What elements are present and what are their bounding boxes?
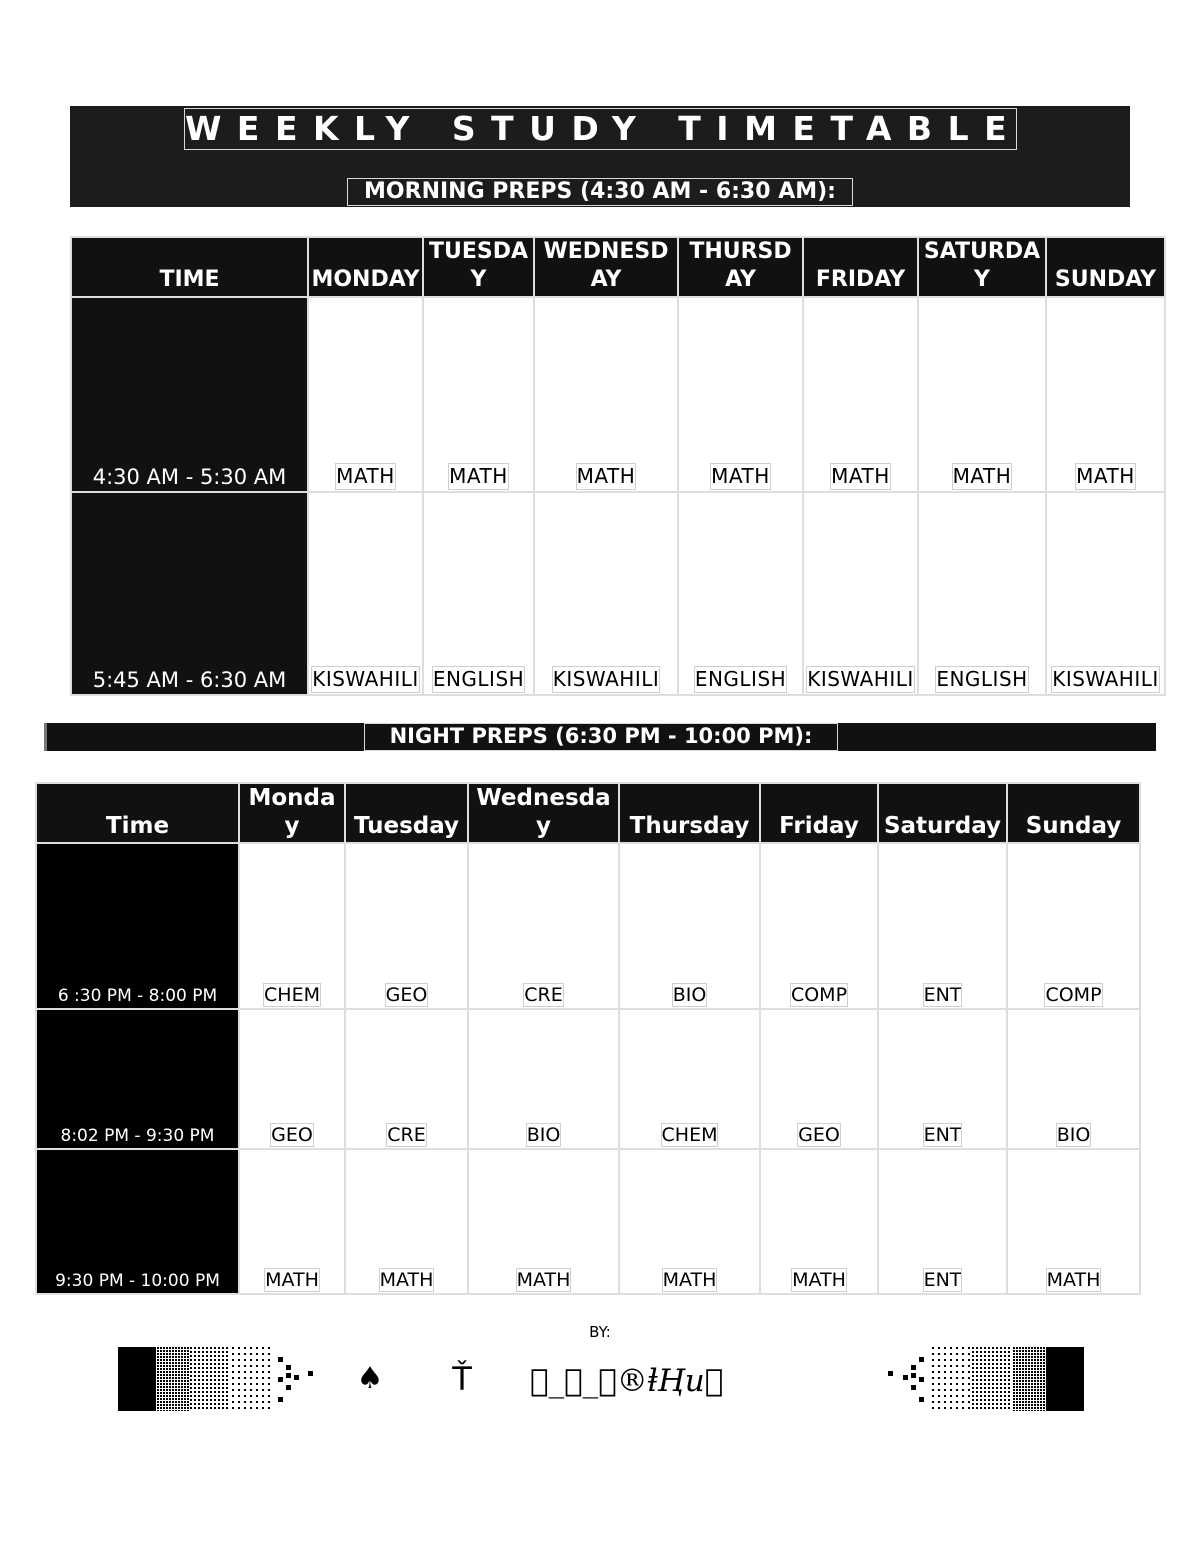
subject-cell — [239, 1009, 345, 1149]
subject-cell — [619, 843, 760, 1009]
time-slot-label: 4:30 AM - 5:30 AM — [92, 465, 287, 489]
day-header-friday: FRIDAY — [803, 237, 918, 297]
subject-label: MATH — [1076, 464, 1135, 488]
subject-label: CRE — [524, 984, 563, 1006]
time-slot-label: 6 :30 PM - 8:00 PM — [57, 986, 218, 1006]
subject-cell — [468, 1149, 619, 1294]
page-title: WEEKLY STUDY TIMETABLE — [185, 109, 1023, 148]
time-slot — [71, 297, 308, 492]
subject-cell — [760, 1149, 878, 1294]
subject-cell — [1007, 1149, 1140, 1294]
table-row — [36, 843, 1140, 1009]
day-header-thursday: THURSDAY — [678, 237, 803, 297]
subject-label: ENGLISH — [936, 667, 1028, 691]
subject-label: MATH — [831, 464, 890, 488]
subject-label: MATH — [336, 464, 395, 488]
subject-cell — [678, 297, 803, 492]
day-header-saturday: SATURDAY — [918, 237, 1046, 297]
time-column-header: Time — [36, 783, 239, 843]
subject-cell — [345, 1149, 468, 1294]
subject-label: MATH — [449, 464, 508, 488]
subject-cell — [534, 297, 678, 492]
subject-cell — [345, 1009, 468, 1149]
subject-label: MATH — [711, 464, 770, 488]
time-slot — [36, 1149, 239, 1294]
subject-cell — [619, 1009, 760, 1149]
subject-cell — [878, 843, 1007, 1009]
subject-cell — [239, 1149, 345, 1294]
subject-label: CHEM — [264, 984, 320, 1006]
subject-cell — [803, 492, 918, 695]
subject-label: ENT — [923, 1124, 962, 1146]
subject-label: MATH — [379, 1269, 434, 1291]
t-caron-glyph: Ť — [452, 1360, 472, 1398]
subject-cell — [878, 1009, 1007, 1149]
day-header-tuesday: TUESDAY — [423, 237, 534, 297]
subject-cell — [678, 492, 803, 695]
subject-cell — [423, 492, 534, 695]
day-header-friday: Friday — [760, 783, 878, 843]
day-header-thursday: Thursday — [619, 783, 760, 843]
time-column-header: TIME — [71, 237, 308, 297]
subject-cell — [308, 297, 423, 492]
subject-label: MATH — [1046, 1269, 1101, 1291]
subject-cell — [1046, 297, 1165, 492]
subject-label: KISWAHILI — [552, 667, 660, 691]
table-row — [36, 1009, 1140, 1149]
subject-label: COMP — [1045, 984, 1102, 1006]
subject-label: COMP — [790, 984, 848, 1006]
subject-label: ENT — [923, 1269, 962, 1291]
subject-cell — [345, 843, 468, 1009]
subject-label: MATH — [952, 464, 1012, 488]
by-label: BY: — [589, 1323, 611, 1341]
subject-label: MATH — [576, 464, 636, 488]
subject-cell — [239, 843, 345, 1009]
subject-label: MATH — [516, 1269, 571, 1291]
time-slot — [36, 1009, 239, 1149]
subject-cell — [878, 1149, 1007, 1294]
subject-label: KISWAHILI — [807, 667, 914, 691]
subject-cell — [760, 843, 878, 1009]
table-row — [36, 1149, 1140, 1294]
subject-cell — [619, 1149, 760, 1294]
dither-gradient-left-icon — [118, 1347, 330, 1411]
subject-cell — [423, 297, 534, 492]
subject-cell — [308, 492, 423, 695]
subject-label: ENGLISH — [694, 667, 787, 691]
banner-edge — [44, 723, 47, 751]
subject-label: GEO — [271, 1124, 313, 1146]
morning-timetable — [70, 236, 1166, 696]
day-header-wednesday: Wednesday — [468, 783, 619, 843]
subject-cell — [918, 492, 1046, 695]
day-header-sunday: Sunday — [1007, 783, 1140, 843]
subject-label: MATH — [792, 1269, 846, 1291]
night-preps-heading: NIGHT PREPS (6:30 PM - 10:00 PM): — [364, 723, 838, 751]
subject-label: KISWAHILI — [312, 667, 419, 691]
dither-gradient-right-icon — [872, 1347, 1084, 1411]
day-header-saturday: Saturday — [878, 783, 1007, 843]
day-header-wednesday: WEDNESDAY — [534, 237, 678, 297]
day-header-monday: MONDAY — [308, 237, 423, 297]
table-row — [71, 492, 1165, 695]
time-slot-label: 9:30 PM - 10:00 PM — [55, 1271, 220, 1291]
signature-text: 𝓟_Ⓖ_𝓐®ⱡⱧu⃞ — [530, 1363, 724, 1399]
subject-label: GEO — [798, 1124, 840, 1146]
subject-cell — [1007, 843, 1140, 1009]
morning-preps-heading: MORNING PREPS (4:30 AM - 6:30 AM): — [347, 178, 853, 206]
time-slot — [36, 843, 239, 1009]
day-header-monday: Monday — [239, 783, 345, 843]
subject-cell — [534, 492, 678, 695]
subject-label: CRE — [387, 1124, 426, 1146]
subject-label: GEO — [385, 984, 428, 1006]
day-header-tuesday: Tuesday — [345, 783, 468, 843]
subject-cell — [803, 297, 918, 492]
subject-cell — [918, 297, 1046, 492]
spade-icon: ♠ — [356, 1361, 384, 1396]
subject-label: BIO — [526, 1124, 561, 1146]
subject-label: BIO — [1056, 1124, 1091, 1146]
subject-label: KISWAHILI — [1052, 667, 1159, 691]
subject-label: MATH — [662, 1269, 717, 1291]
night-timetable — [35, 782, 1141, 1295]
time-slot — [71, 492, 308, 695]
subject-label: BIO — [672, 984, 707, 1006]
subject-cell — [1046, 492, 1165, 695]
subject-cell — [468, 1009, 619, 1149]
subject-label: ENGLISH — [432, 667, 525, 691]
subject-cell — [468, 843, 619, 1009]
subject-label: MATH — [265, 1269, 319, 1291]
subject-cell — [760, 1009, 878, 1149]
time-slot-label: 5:45 AM - 6:30 AM — [92, 668, 287, 692]
table-row — [71, 297, 1165, 492]
subject-cell — [1007, 1009, 1140, 1149]
subject-label: CHEM — [661, 1124, 718, 1146]
time-slot-label: 8:02 PM - 9:30 PM — [60, 1126, 215, 1146]
day-header-sunday: SUNDAY — [1046, 237, 1165, 297]
subject-label: ENT — [923, 984, 962, 1006]
